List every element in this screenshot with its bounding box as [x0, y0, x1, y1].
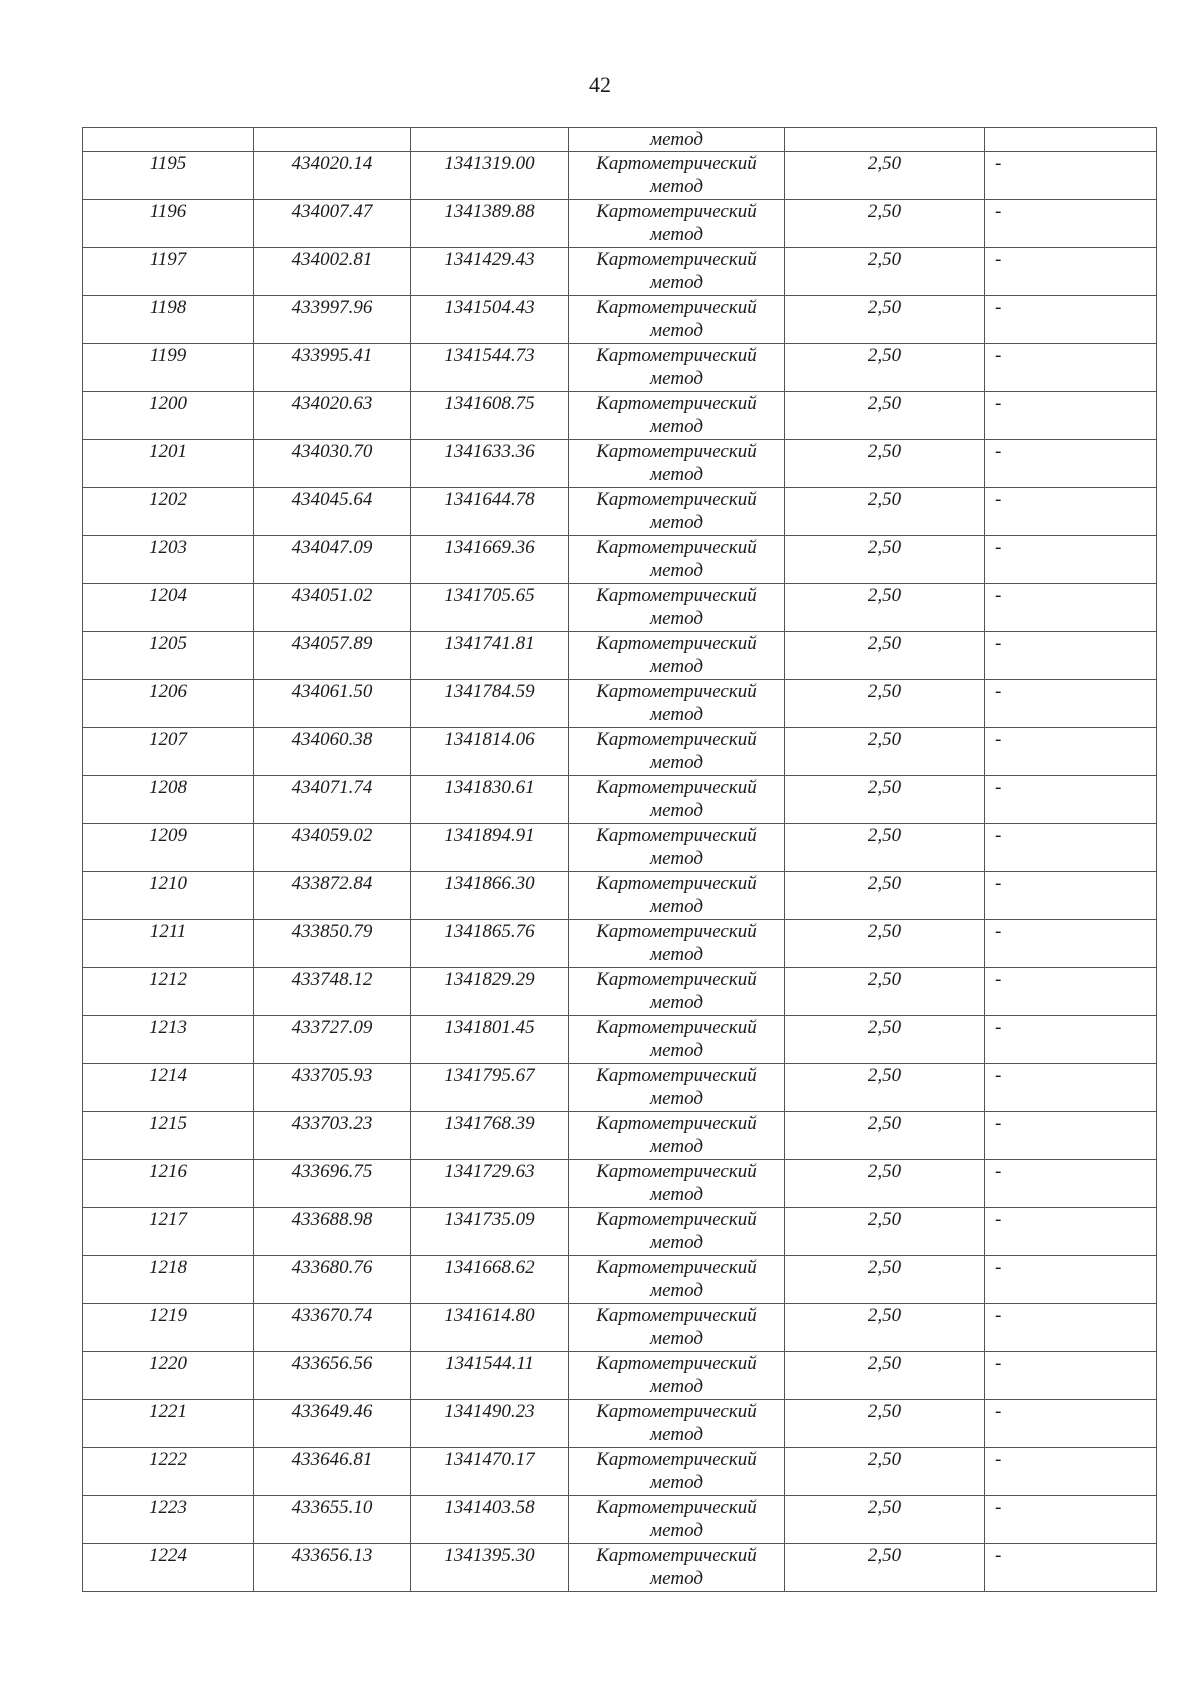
table-row	[83, 440, 1157, 488]
cell-x: 434051.02	[254, 584, 411, 632]
table-row	[83, 1448, 1157, 1496]
table-row	[83, 1016, 1157, 1064]
method-line-2: метод	[650, 1424, 703, 1445]
cell-accuracy: 2,50	[785, 1400, 985, 1448]
cell-point-id: 1214	[83, 1064, 254, 1112]
cell-x: 434007.47	[254, 200, 411, 248]
method-line-2: метод	[650, 848, 703, 869]
cell-accuracy: 2,50	[785, 200, 985, 248]
coordinates-table	[82, 127, 1157, 1592]
method-line-1: Картометрический	[596, 585, 757, 606]
cell-point-id: 1209	[83, 824, 254, 872]
method-line-1: Картометрический	[596, 1017, 757, 1038]
cell-x: 434071.74	[254, 776, 411, 824]
method-line-1: Картометрический	[596, 201, 757, 222]
method-line-2: метод	[650, 1232, 703, 1253]
cell-description: -	[985, 536, 1157, 584]
table-row	[83, 1064, 1157, 1112]
method-line-2: метод	[650, 800, 703, 821]
cell-method	[569, 1016, 785, 1064]
cell-method	[569, 392, 785, 440]
cell-description: -	[985, 776, 1157, 824]
cell-x: 433727.09	[254, 1016, 411, 1064]
cell-method	[569, 296, 785, 344]
cell-y: 1341319.00	[411, 152, 569, 200]
cell-y	[411, 128, 569, 152]
cell-y: 1341741.81	[411, 632, 569, 680]
method-line-1: Картометрический	[596, 825, 757, 846]
cell-description: -	[985, 584, 1157, 632]
cell-y: 1341801.45	[411, 1016, 569, 1064]
cell-accuracy: 2,50	[785, 1208, 985, 1256]
cell-accuracy: 2,50	[785, 440, 985, 488]
cell-description: -	[985, 968, 1157, 1016]
table-row	[83, 1496, 1157, 1544]
table-row	[83, 392, 1157, 440]
cell-x: 433656.13	[254, 1544, 411, 1592]
cell-accuracy: 2,50	[785, 1064, 985, 1112]
cell-method	[569, 1304, 785, 1352]
continuation-row	[83, 128, 1157, 152]
cell-method	[569, 968, 785, 1016]
cell-accuracy: 2,50	[785, 1304, 985, 1352]
cell-method	[569, 152, 785, 200]
cell-x: 433656.56	[254, 1352, 411, 1400]
method-line-2: метод	[650, 992, 703, 1013]
cell-method	[569, 680, 785, 728]
method-line-2: метод	[650, 1184, 703, 1205]
cell-method	[569, 1112, 785, 1160]
method-line-1: Картометрический	[596, 1161, 757, 1182]
cell-x: 433649.46	[254, 1400, 411, 1448]
method-line-2: метод	[650, 320, 703, 341]
cell-accuracy: 2,50	[785, 488, 985, 536]
cell-point-id: 1210	[83, 872, 254, 920]
cell-description: -	[985, 1544, 1157, 1592]
cell-x: 433680.76	[254, 1256, 411, 1304]
method-line-2: метод	[650, 416, 703, 437]
cell-point-id: 1224	[83, 1544, 254, 1592]
cell-point-id: 1211	[83, 920, 254, 968]
cell-x: 433850.79	[254, 920, 411, 968]
method-line-1: Картометрический	[596, 1113, 757, 1134]
cell-y: 1341403.58	[411, 1496, 569, 1544]
cell-description: -	[985, 1496, 1157, 1544]
cell-point-id: 1205	[83, 632, 254, 680]
method-line-1: Картометрический	[596, 1401, 757, 1422]
page-number: 42	[589, 72, 611, 97]
method-line-1: Картометрический	[596, 969, 757, 990]
cell-accuracy: 2,50	[785, 296, 985, 344]
cell-description: -	[985, 1448, 1157, 1496]
cell-description: -	[985, 392, 1157, 440]
cell-y: 1341814.06	[411, 728, 569, 776]
method-line-2: метод	[650, 560, 703, 581]
cell-method	[569, 536, 785, 584]
cell-y: 1341865.76	[411, 920, 569, 968]
cell-method	[569, 1496, 785, 1544]
table-row	[83, 536, 1157, 584]
cell-y: 1341784.59	[411, 680, 569, 728]
cell-description: -	[985, 1160, 1157, 1208]
method-line-1: Картометрический	[596, 681, 757, 702]
method-line-2: метод	[650, 512, 703, 533]
cell-y: 1341729.63	[411, 1160, 569, 1208]
cell-y: 1341395.30	[411, 1544, 569, 1592]
method-line-1: Картометрический	[596, 1257, 757, 1278]
cell-y: 1341429.43	[411, 248, 569, 296]
method-line-1: Картометрический	[596, 1065, 757, 1086]
cell-y: 1341544.73	[411, 344, 569, 392]
cell-accuracy: 2,50	[785, 1256, 985, 1304]
cell-point-id: 1198	[83, 296, 254, 344]
cell-description: -	[985, 1352, 1157, 1400]
method-line-2: метод	[650, 368, 703, 389]
cell-accuracy	[785, 128, 985, 152]
method-line-1: Картометрический	[596, 297, 757, 318]
cell-method	[569, 1544, 785, 1592]
cell-point-id: 1213	[83, 1016, 254, 1064]
cell-description: -	[985, 1112, 1157, 1160]
cell-y: 1341735.09	[411, 1208, 569, 1256]
cell-x: 433655.10	[254, 1496, 411, 1544]
cell-accuracy: 2,50	[785, 920, 985, 968]
table-row	[83, 1208, 1157, 1256]
cell-accuracy: 2,50	[785, 152, 985, 200]
cell-point-id: 1200	[83, 392, 254, 440]
cell-point-id: 1204	[83, 584, 254, 632]
cell-description: -	[985, 728, 1157, 776]
cell-method	[569, 584, 785, 632]
method-line-2: метод	[650, 224, 703, 245]
table-row	[83, 1304, 1157, 1352]
method-line-1: Картометрический	[596, 729, 757, 750]
cell-accuracy: 2,50	[785, 872, 985, 920]
cell-x: 433748.12	[254, 968, 411, 1016]
cell-method	[569, 920, 785, 968]
cell-accuracy: 2,50	[785, 1352, 985, 1400]
cell-y: 1341614.80	[411, 1304, 569, 1352]
table-row	[83, 632, 1157, 680]
cell-description: -	[985, 344, 1157, 392]
cell-x: 433696.75	[254, 1160, 411, 1208]
cell-accuracy: 2,50	[785, 824, 985, 872]
table-row	[83, 1112, 1157, 1160]
cell-accuracy: 2,50	[785, 1112, 985, 1160]
cell-point-id: 1195	[83, 152, 254, 200]
cell-y: 1341470.17	[411, 1448, 569, 1496]
cell-x: 433872.84	[254, 872, 411, 920]
cell-accuracy: 2,50	[785, 1496, 985, 1544]
cell-point-id: 1207	[83, 728, 254, 776]
cell-method	[569, 248, 785, 296]
cell-method	[569, 1208, 785, 1256]
table-row	[83, 680, 1157, 728]
method-line-2: метод	[650, 1568, 703, 1589]
cell-point-id: 1203	[83, 536, 254, 584]
cell-description: -	[985, 920, 1157, 968]
cell-accuracy: 2,50	[785, 632, 985, 680]
cell-y: 1341389.88	[411, 200, 569, 248]
cell-y: 1341705.65	[411, 584, 569, 632]
cell-x	[254, 128, 411, 152]
cell-x: 433705.93	[254, 1064, 411, 1112]
cell-method	[569, 1256, 785, 1304]
cell-accuracy: 2,50	[785, 1016, 985, 1064]
method-line-2: метод	[650, 704, 703, 725]
cell-point-id: 1201	[83, 440, 254, 488]
cell-description: -	[985, 1256, 1157, 1304]
cell-accuracy: 2,50	[785, 1160, 985, 1208]
method-line-2: метод	[650, 176, 703, 197]
cell-point-id: 1197	[83, 248, 254, 296]
cell-accuracy: 2,50	[785, 584, 985, 632]
table-row	[83, 1352, 1157, 1400]
cell-description: -	[985, 440, 1157, 488]
table-row	[83, 200, 1157, 248]
method-line-2: метод	[650, 608, 703, 629]
cell-description: -	[985, 1400, 1157, 1448]
cell-description: -	[985, 200, 1157, 248]
cell-x: 434020.14	[254, 152, 411, 200]
cell-accuracy: 2,50	[785, 1448, 985, 1496]
table-row	[83, 728, 1157, 776]
cell-method	[569, 1352, 785, 1400]
method-line-2: метод	[650, 464, 703, 485]
cell-y: 1341768.39	[411, 1112, 569, 1160]
cell-x: 434057.89	[254, 632, 411, 680]
table-row	[83, 872, 1157, 920]
method-line-2: метод	[650, 1376, 703, 1397]
table-row	[83, 1160, 1157, 1208]
method-line-1: Картометрический	[596, 1353, 757, 1374]
cell-x: 434045.64	[254, 488, 411, 536]
cell-method	[569, 440, 785, 488]
cell-description: -	[985, 680, 1157, 728]
method-line-2: метод	[650, 1520, 703, 1541]
method-line-1: Картометрический	[596, 393, 757, 414]
table-row	[83, 584, 1157, 632]
cell-point-id: 1217	[83, 1208, 254, 1256]
cell-method	[569, 728, 785, 776]
cell-accuracy: 2,50	[785, 392, 985, 440]
table-body	[83, 128, 1157, 1592]
method-line-1: Картометрический	[596, 441, 757, 462]
cell-point-id: 1218	[83, 1256, 254, 1304]
method-line-1: Картометрический	[596, 537, 757, 558]
cell-method	[569, 776, 785, 824]
method-line-2: метод	[650, 1280, 703, 1301]
cell-method	[569, 632, 785, 680]
table-row	[83, 296, 1157, 344]
method-line-2: метод	[650, 896, 703, 917]
cell-y: 1341633.36	[411, 440, 569, 488]
method-line-2: метод	[650, 1328, 703, 1349]
method-line-1: Картометрический	[596, 1497, 757, 1518]
table-row	[83, 968, 1157, 1016]
method-line-1: Картометрический	[596, 345, 757, 366]
cell-x: 433688.98	[254, 1208, 411, 1256]
cell-point-id: 1215	[83, 1112, 254, 1160]
cell-point-id: 1221	[83, 1400, 254, 1448]
cell-y: 1341830.61	[411, 776, 569, 824]
cell-accuracy: 2,50	[785, 776, 985, 824]
method-line-2: метод	[650, 944, 703, 965]
method-line-1: Картометрический	[596, 1305, 757, 1326]
cell-point-id: 1220	[83, 1352, 254, 1400]
cell-method: метод	[569, 128, 785, 152]
cell-x: 434020.63	[254, 392, 411, 440]
cell-description: -	[985, 488, 1157, 536]
method-line-1: Картометрический	[596, 1545, 757, 1566]
cell-method	[569, 1064, 785, 1112]
cell-accuracy: 2,50	[785, 1544, 985, 1592]
method-line-1: Картометрический	[596, 153, 757, 174]
cell-description: -	[985, 1304, 1157, 1352]
cell-y: 1341608.75	[411, 392, 569, 440]
cell-y: 1341668.62	[411, 1256, 569, 1304]
cell-x: 434060.38	[254, 728, 411, 776]
cell-description: -	[985, 1064, 1157, 1112]
method-line-2: метод	[650, 1088, 703, 1109]
cell-point-id: 1212	[83, 968, 254, 1016]
table-row	[83, 1400, 1157, 1448]
table-row	[83, 1544, 1157, 1592]
method-line-1: Картометрический	[596, 489, 757, 510]
cell-accuracy: 2,50	[785, 728, 985, 776]
cell-x: 434002.81	[254, 248, 411, 296]
cell-y: 1341795.67	[411, 1064, 569, 1112]
method-line-2: метод	[650, 1136, 703, 1157]
cell-point-id: 1206	[83, 680, 254, 728]
cell-x: 433646.81	[254, 1448, 411, 1496]
cell-point-id: 1208	[83, 776, 254, 824]
cell-method	[569, 344, 785, 392]
cell-accuracy: 2,50	[785, 968, 985, 1016]
table-row	[83, 344, 1157, 392]
method-line-1: Картометрический	[596, 633, 757, 654]
cell-method	[569, 488, 785, 536]
cell-method	[569, 200, 785, 248]
table-row	[83, 248, 1157, 296]
cell-y: 1341829.29	[411, 968, 569, 1016]
cell-point-id: 1216	[83, 1160, 254, 1208]
table-row	[83, 152, 1157, 200]
cell-point-id: 1202	[83, 488, 254, 536]
cell-y: 1341544.11	[411, 1352, 569, 1400]
method-line-1: Картометрический	[596, 873, 757, 894]
cell-method	[569, 1160, 785, 1208]
method-line-2: метод	[650, 1040, 703, 1061]
cell-x: 433995.41	[254, 344, 411, 392]
cell-description: -	[985, 824, 1157, 872]
cell-y: 1341504.43	[411, 296, 569, 344]
method-line-2: метод	[650, 656, 703, 677]
cell-y: 1341894.91	[411, 824, 569, 872]
table-row	[83, 1256, 1157, 1304]
cell-y: 1341644.78	[411, 488, 569, 536]
cell-description: -	[985, 1016, 1157, 1064]
cell-point-id	[83, 128, 254, 152]
cell-method	[569, 1448, 785, 1496]
cell-x: 434059.02	[254, 824, 411, 872]
cell-accuracy: 2,50	[785, 248, 985, 296]
cell-point-id: 1223	[83, 1496, 254, 1544]
method-line-2: метод	[650, 272, 703, 293]
cell-accuracy: 2,50	[785, 536, 985, 584]
method-line-1: Картометрический	[596, 1449, 757, 1470]
cell-description: -	[985, 632, 1157, 680]
cell-x: 433997.96	[254, 296, 411, 344]
method-line-1: Картометрический	[596, 921, 757, 942]
cell-point-id: 1222	[83, 1448, 254, 1496]
method-line-1: Картометрический	[596, 777, 757, 798]
table-row	[83, 920, 1157, 968]
cell-x: 433703.23	[254, 1112, 411, 1160]
cell-y: 1341669.36	[411, 536, 569, 584]
table-row	[83, 776, 1157, 824]
cell-method	[569, 1400, 785, 1448]
table-row	[83, 824, 1157, 872]
cell-y: 1341490.23	[411, 1400, 569, 1448]
cell-point-id: 1199	[83, 344, 254, 392]
cell-description: -	[985, 296, 1157, 344]
cell-accuracy: 2,50	[785, 344, 985, 392]
method-line-2: метод	[650, 1472, 703, 1493]
cell-x: 434047.09	[254, 536, 411, 584]
cell-y: 1341866.30	[411, 872, 569, 920]
cell-x: 434030.70	[254, 440, 411, 488]
cell-x: 433670.74	[254, 1304, 411, 1352]
cell-point-id: 1196	[83, 200, 254, 248]
table-row	[83, 488, 1157, 536]
cell-description: -	[985, 872, 1157, 920]
cell-point-id: 1219	[83, 1304, 254, 1352]
cell-description: -	[985, 1208, 1157, 1256]
cell-description: -	[985, 248, 1157, 296]
cell-description: -	[985, 152, 1157, 200]
method-line-1: Картометрический	[596, 1209, 757, 1230]
method-line-2: метод	[650, 752, 703, 773]
cell-method	[569, 872, 785, 920]
cell-accuracy: 2,50	[785, 680, 985, 728]
cell-description	[985, 128, 1157, 152]
method-line-1: Картометрический	[596, 249, 757, 270]
cell-method	[569, 824, 785, 872]
cell-x: 434061.50	[254, 680, 411, 728]
